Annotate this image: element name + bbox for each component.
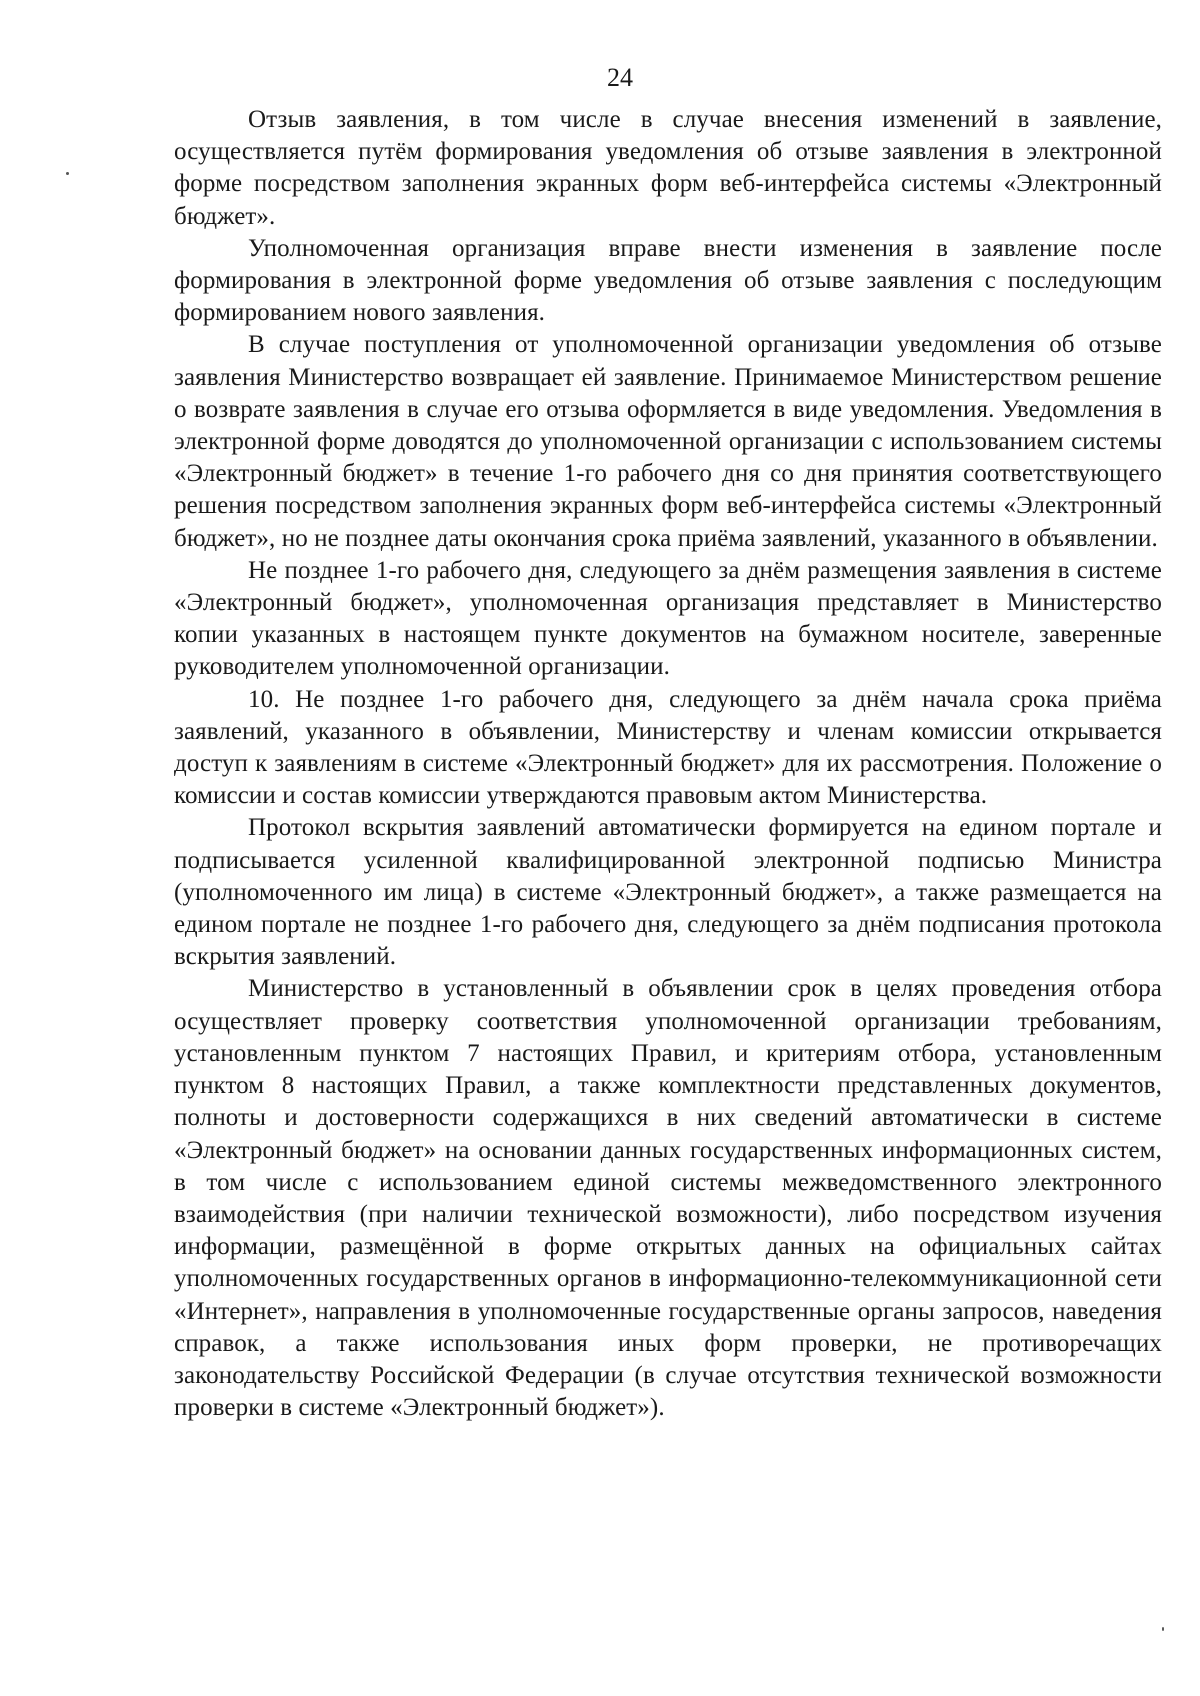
document-body	[174, 104, 1162, 1424]
scan-speck	[66, 172, 69, 175]
paragraph: Протокол вскрытия заявлений автоматически формируется на едином портале и подписывается усиленной квалифицированной электронной подписью Министра (уполномоченного им лица) в системе «Электронный бюджет», а также размещается на едином портале не позднее 1-го рабочего дня, следующего за днём подписания протокола вскрытия заявлений.	[174, 814, 1162, 971]
paragraph: Уполномоченная организация вправе внести изменения в заявление после формирования в электронной форме уведомления об отзыве заявления с последующим формированием нового заявления.	[174, 234, 1162, 327]
paragraph: Не позднее 1-го рабочего дня, следующего за днём размещения заявления в системе «Электронный бюджет», уполномоченная организация представляет в Министерство копии указанных в настоящем пункте документов на бумажном носителе, заверенные руководителем уполномоченной организации.	[174, 556, 1162, 681]
paragraph-item-10: 10. Не позднее 1-го рабочего дня, следующего за днём начала срока приёма заявлений, указанного в объявлении, Министерству и членам комиссии открывается доступ к заявлениям в системе «Электронный бюджет» для их рассмотрения. Положение о комиссии и состав комиссии утверждаются правовым актом Министерства.	[174, 685, 1162, 810]
paragraph: Министерство в установленный в объявлении срок в целях проведения отбора осуществляет проверку соответствия уполномоченной организации требованиям, установленным пунктом 7 настоящих Правил, и критериям отбора, установленным пунктом 8 настоящих Правил, а также комплектности представленных документов, полноты и достоверности содержащихся в них сведений автоматически в системе «Электронный бюджет» на основании данных государственных информационных систем, в том числе с использованием единой системы межведомственного электронного взаимодействия (при наличии технической возможности), либо посредством изучения информации, размещённой в форме открытых данных на официальных сайтах уполномоченных государственных органов в информационно-телекоммуникационной сети «Интернет», направления в уполномоченные государственные органы запросов, наведения справок, а также использования иных форм проверки, не противоречащих законодательству Российской Федерации (в случае отсутствия технической возможности проверки в системе «Электронный бюджет»).	[174, 975, 1162, 1422]
scan-speck	[1162, 1627, 1164, 1631]
paragraph: В случае поступления от уполномоченной организации уведомления об отзыве заявления Министерство возвращает ей заявление. Принимаемое Министерством решение о возврате заявления в случае его отзыва оформляется в виде уведомления. Уведомления в электронной форме доводятся до уполномоченной организации с использованием системы «Электронный бюджет» в течение 1-го рабочего дня со дня принятия соответствующего решения посредством заполнения экранных форм веб-интерфейса системы «Электронный бюджет», но не позднее даты окончания срока приёма заявлений, указанного в объявлении.	[174, 331, 1162, 552]
page-number: 24	[607, 63, 633, 92]
paragraph: Отзыв заявления, в том числе в случае внесения изменений в заявление, осуществляется путём формирования уведомления об отзыве заявления в электронной форме посредством заполнения экранных форм веб-интерфейса системы «Электронный бюджет».	[174, 106, 1162, 230]
